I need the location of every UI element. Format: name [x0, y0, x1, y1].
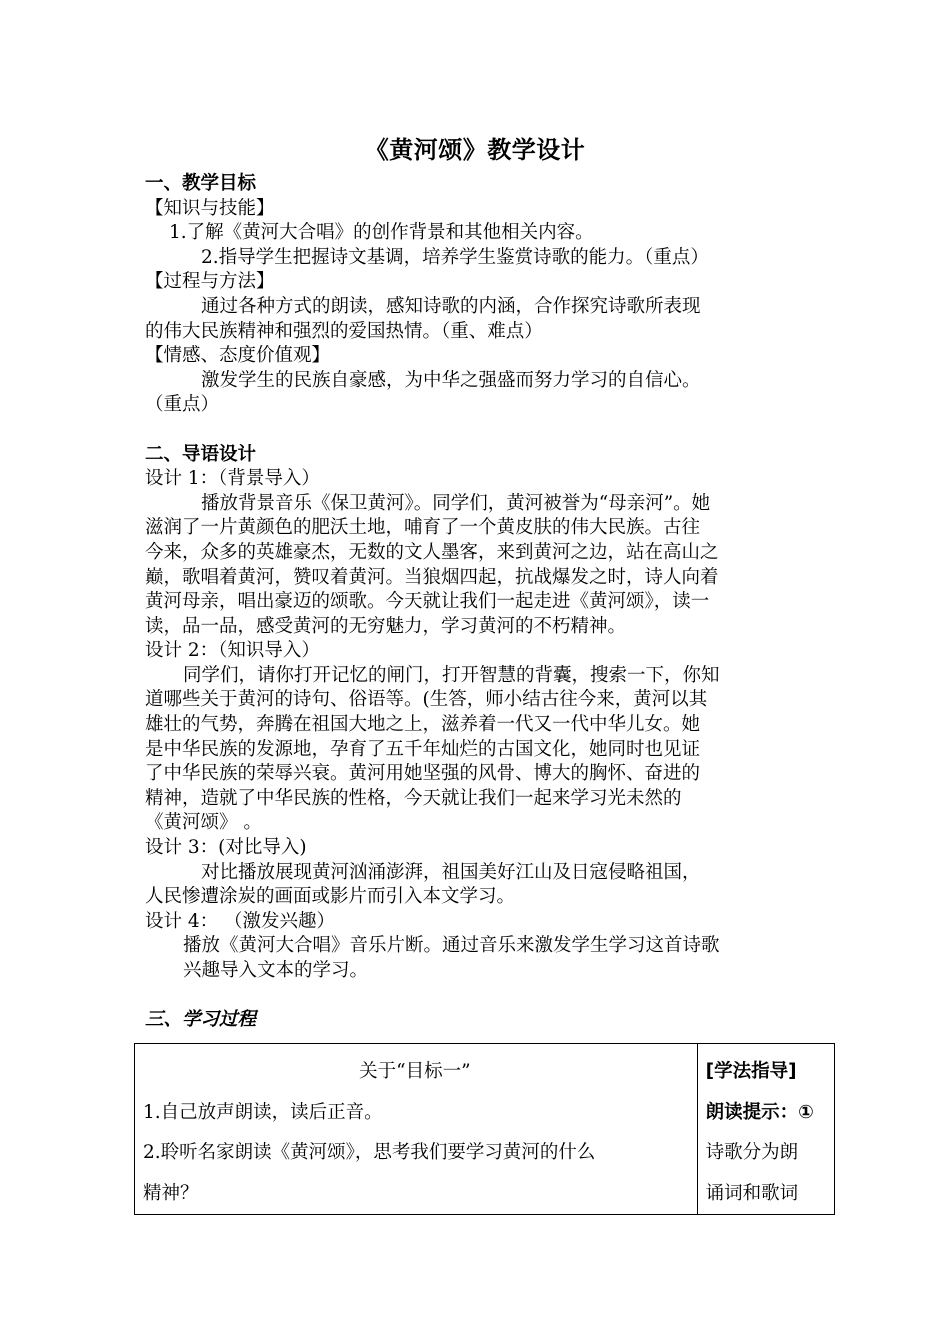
design-1-line: 滋润了一片黄颜色的肥沃土地，哺育了一个黄皮肤的伟大民族。古往 — [145, 517, 701, 539]
reading-tip-text: 诵词和歌词 — [705, 1182, 799, 1204]
section-heading-intro: 二、导语设计 — [145, 443, 257, 465]
design-2-line: 《黄河颂》 。 — [145, 812, 262, 834]
reading-tip-label: 朗读提示：① — [705, 1101, 814, 1123]
design-3-line: 人民惨遭涂炭的画面或影片而引入本文学习。 — [145, 886, 516, 908]
objective-item-2: 2.指导学生把握诗文基调，培养学生鉴赏诗歌的能力。（重点） — [201, 246, 709, 268]
label-knowledge-skills: 【知识与技能】 — [145, 197, 275, 219]
design-1-line: 黄河母亲，唱出豪迈的颂歌。今天就让我们一起走进《黄河颂》，读一 — [145, 591, 710, 613]
section-heading-objectives: 一、教学目标 — [145, 173, 257, 194]
design-4-line: 兴趣导入文本的学习。 — [183, 960, 369, 981]
learning-process-table — [134, 1043, 835, 1215]
study-guide-header: [学法指导] — [705, 1061, 797, 1082]
activity-item: 1.自己放声朗读，读后正音。 — [143, 1101, 383, 1123]
target-one-header: 关于“目标一” — [359, 1061, 471, 1082]
emotion-line-1: 激发学生的民族自豪感，为中华之强盛而努力学习的自信心。 — [201, 369, 701, 391]
table-row — [135, 1044, 835, 1215]
activity-item: 2.聆听名家朗读《黄河颂》，思考我们要学习黄河的什么 — [143, 1142, 596, 1163]
design-1-line: 巅，歌唱着黄河，赞叹着黄河。当狼烟四起，抗战爆发之时，诗人向着 — [145, 566, 719, 588]
design-4-label: 设计 4： （激发兴趣） — [145, 910, 336, 932]
design-2-line: 了中华民族的荣辱兴衰。黄河用她坚强的风骨、博大的胸怀、奋进的 — [145, 763, 701, 785]
design-1-label: 设计 1：（背景导入） — [145, 468, 320, 490]
table-cell-activities — [135, 1044, 698, 1215]
design-2-line: 同学们，请你打开记忆的闸门，打开智慧的背囊，搜索一下，你知 — [183, 664, 720, 686]
design-3-label: 设计 3：(对比导入) — [145, 837, 307, 859]
activity-item: 精神？ — [143, 1182, 199, 1204]
design-3-line: 对比播放展现黄河汹涌澎湃，祖国美好江山及日寇侵略祖国， — [201, 861, 701, 883]
section-heading-learning-process: 三、学习过程 — [145, 1009, 257, 1031]
document-body — [145, 172, 807, 1033]
design-2-line: 精神，造就了中华民族的性格，今天就让我们一起来学习光未然的 — [145, 787, 682, 809]
design-1-line: 今来，众多的英雄豪杰，无数的文人墨客，来到黄河之边，站在高山之 — [145, 541, 719, 563]
design-2-label: 设计 2：（知识导入） — [145, 640, 320, 662]
design-1-line: 读，品一品，感受黄河的无穷魅力，学习黄河的不朽精神。 — [145, 615, 627, 637]
design-2-line: 是中华民族的发源地，孕育了五千年灿烂的古国文化，她同时也见证 — [145, 738, 701, 760]
emotion-line-2: （重点） — [145, 394, 220, 416]
objective-item-1: 1.了解《黄河大合唱》的创作背景和其他相关内容。 — [169, 222, 594, 244]
document-title: 《黄河颂》教学设计 — [364, 136, 586, 164]
table-cell-guidance — [697, 1044, 834, 1215]
design-2-line: 道哪些关于黄河的诗句、俗语等。(生答，师小结古往今来，黄河以其 — [145, 689, 708, 711]
process-line-1: 通过各种方式的朗读，感知诗歌的内涵，合作探究诗歌所表现 — [201, 295, 701, 317]
process-line-2: 的伟大民族精神和强烈的爱国热情。（重、难点） — [145, 320, 543, 342]
design-2-line: 雄壮的气势，奔腾在祖国大地之上，滋养着一代又一代中华儿女。她 — [145, 714, 701, 736]
reading-tip-text: 诗歌分为朗 — [705, 1142, 799, 1163]
label-emotion-values: 【情感、态度价值观】 — [145, 345, 331, 367]
design-4-line: 播放《黄河大合唱》音乐片断。通过音乐来激发学生学习这首诗歌 — [183, 935, 720, 957]
design-1-line: 播放背景音乐《保卫黄河》。同学们，黄河被誉为“母亲河”。她 — [201, 492, 711, 514]
label-process-methods: 【过程与方法】 — [145, 271, 275, 293]
